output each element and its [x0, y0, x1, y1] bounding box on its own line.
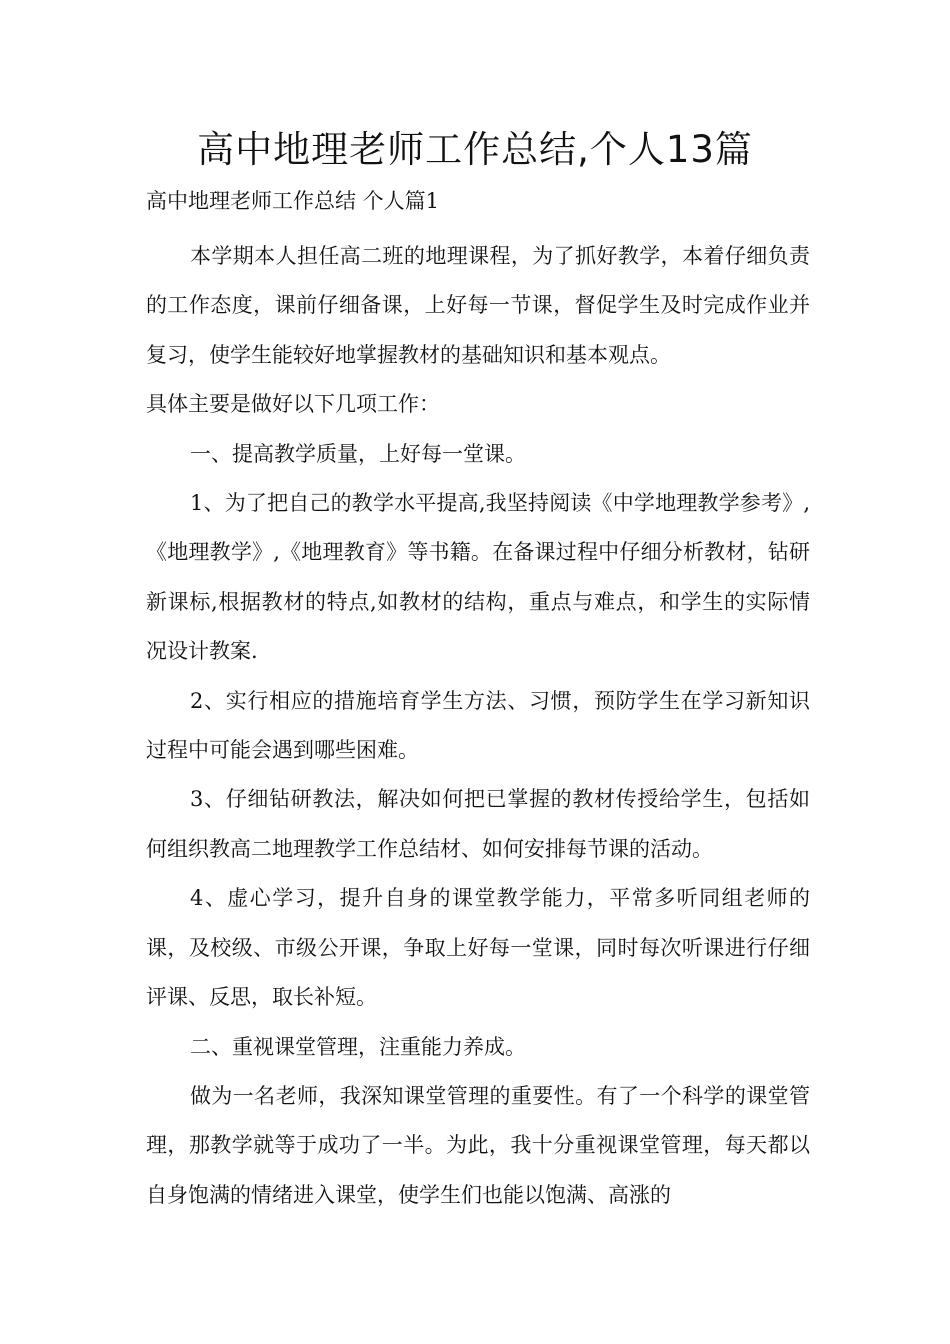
paragraph-classroom: 做为一名老师，我深知课堂管理的重要性。有了一个科学的课堂管理，那教学就等于成功了一半。为此，我十分重视课堂管理，每天都以自身饱满的情绪进入课堂，使学生们也能以饱满、高涨的 — [146, 1083, 810, 1207]
paragraph-item-4: 4、虚心学习，提升自身的课堂教学能力，平常多听同组老师的课，及校级、市级公开课，争取上好每一堂课，同时每次听课进行仔细评课、反思，取长补短。 — [146, 886, 810, 1010]
section-subtitle: 高中地理老师工作总结 个人篇1 — [146, 189, 440, 213]
document-title: 高中地理老师工作总结,个人13篇 — [197, 128, 753, 171]
paragraph-item-2: 2、实行相应的措施培育学生方法、习惯，预防学生在学习新知识过程中可能会遇到哪些困难。 — [146, 688, 810, 763]
paragraph-intro: 本学期本人担任高二班的地理课程，为了抓好教学，本着仔细负责的工作态度，课前仔细备课，上好每一节课，督促学生及时完成作业并复习，使学生能较好地掌握教材的基础知识和基本观点。 — [146, 244, 810, 367]
paragraph-item-3: 3、仔细钻研教法，解决如何把已掌握的教材传授给学生，包括如何组织教高二地理教学工作总结材、如何安排每节课的活动。 — [146, 787, 810, 861]
heading-section-1: 一、提高教学质量，上好每一堂课。 — [190, 441, 526, 466]
document-body — [146, 232, 810, 1220]
heading-section-2: 二、重视课堂管理，注重能力养成。 — [190, 1034, 526, 1059]
paragraph-item-1: 1、为了把自己的教学水平提高,我坚持阅读《中学地理教学参考》,《地理教学》,《地理教育》等书籍。在备课过程中仔细分析教材，钻研新课标,根据教材的特点,如教材的结构，重点与难点，和学生的实际情况设计教案. — [146, 491, 810, 664]
paragraph-work-items: 具体主要是做好以下几项工作： — [146, 392, 440, 417]
